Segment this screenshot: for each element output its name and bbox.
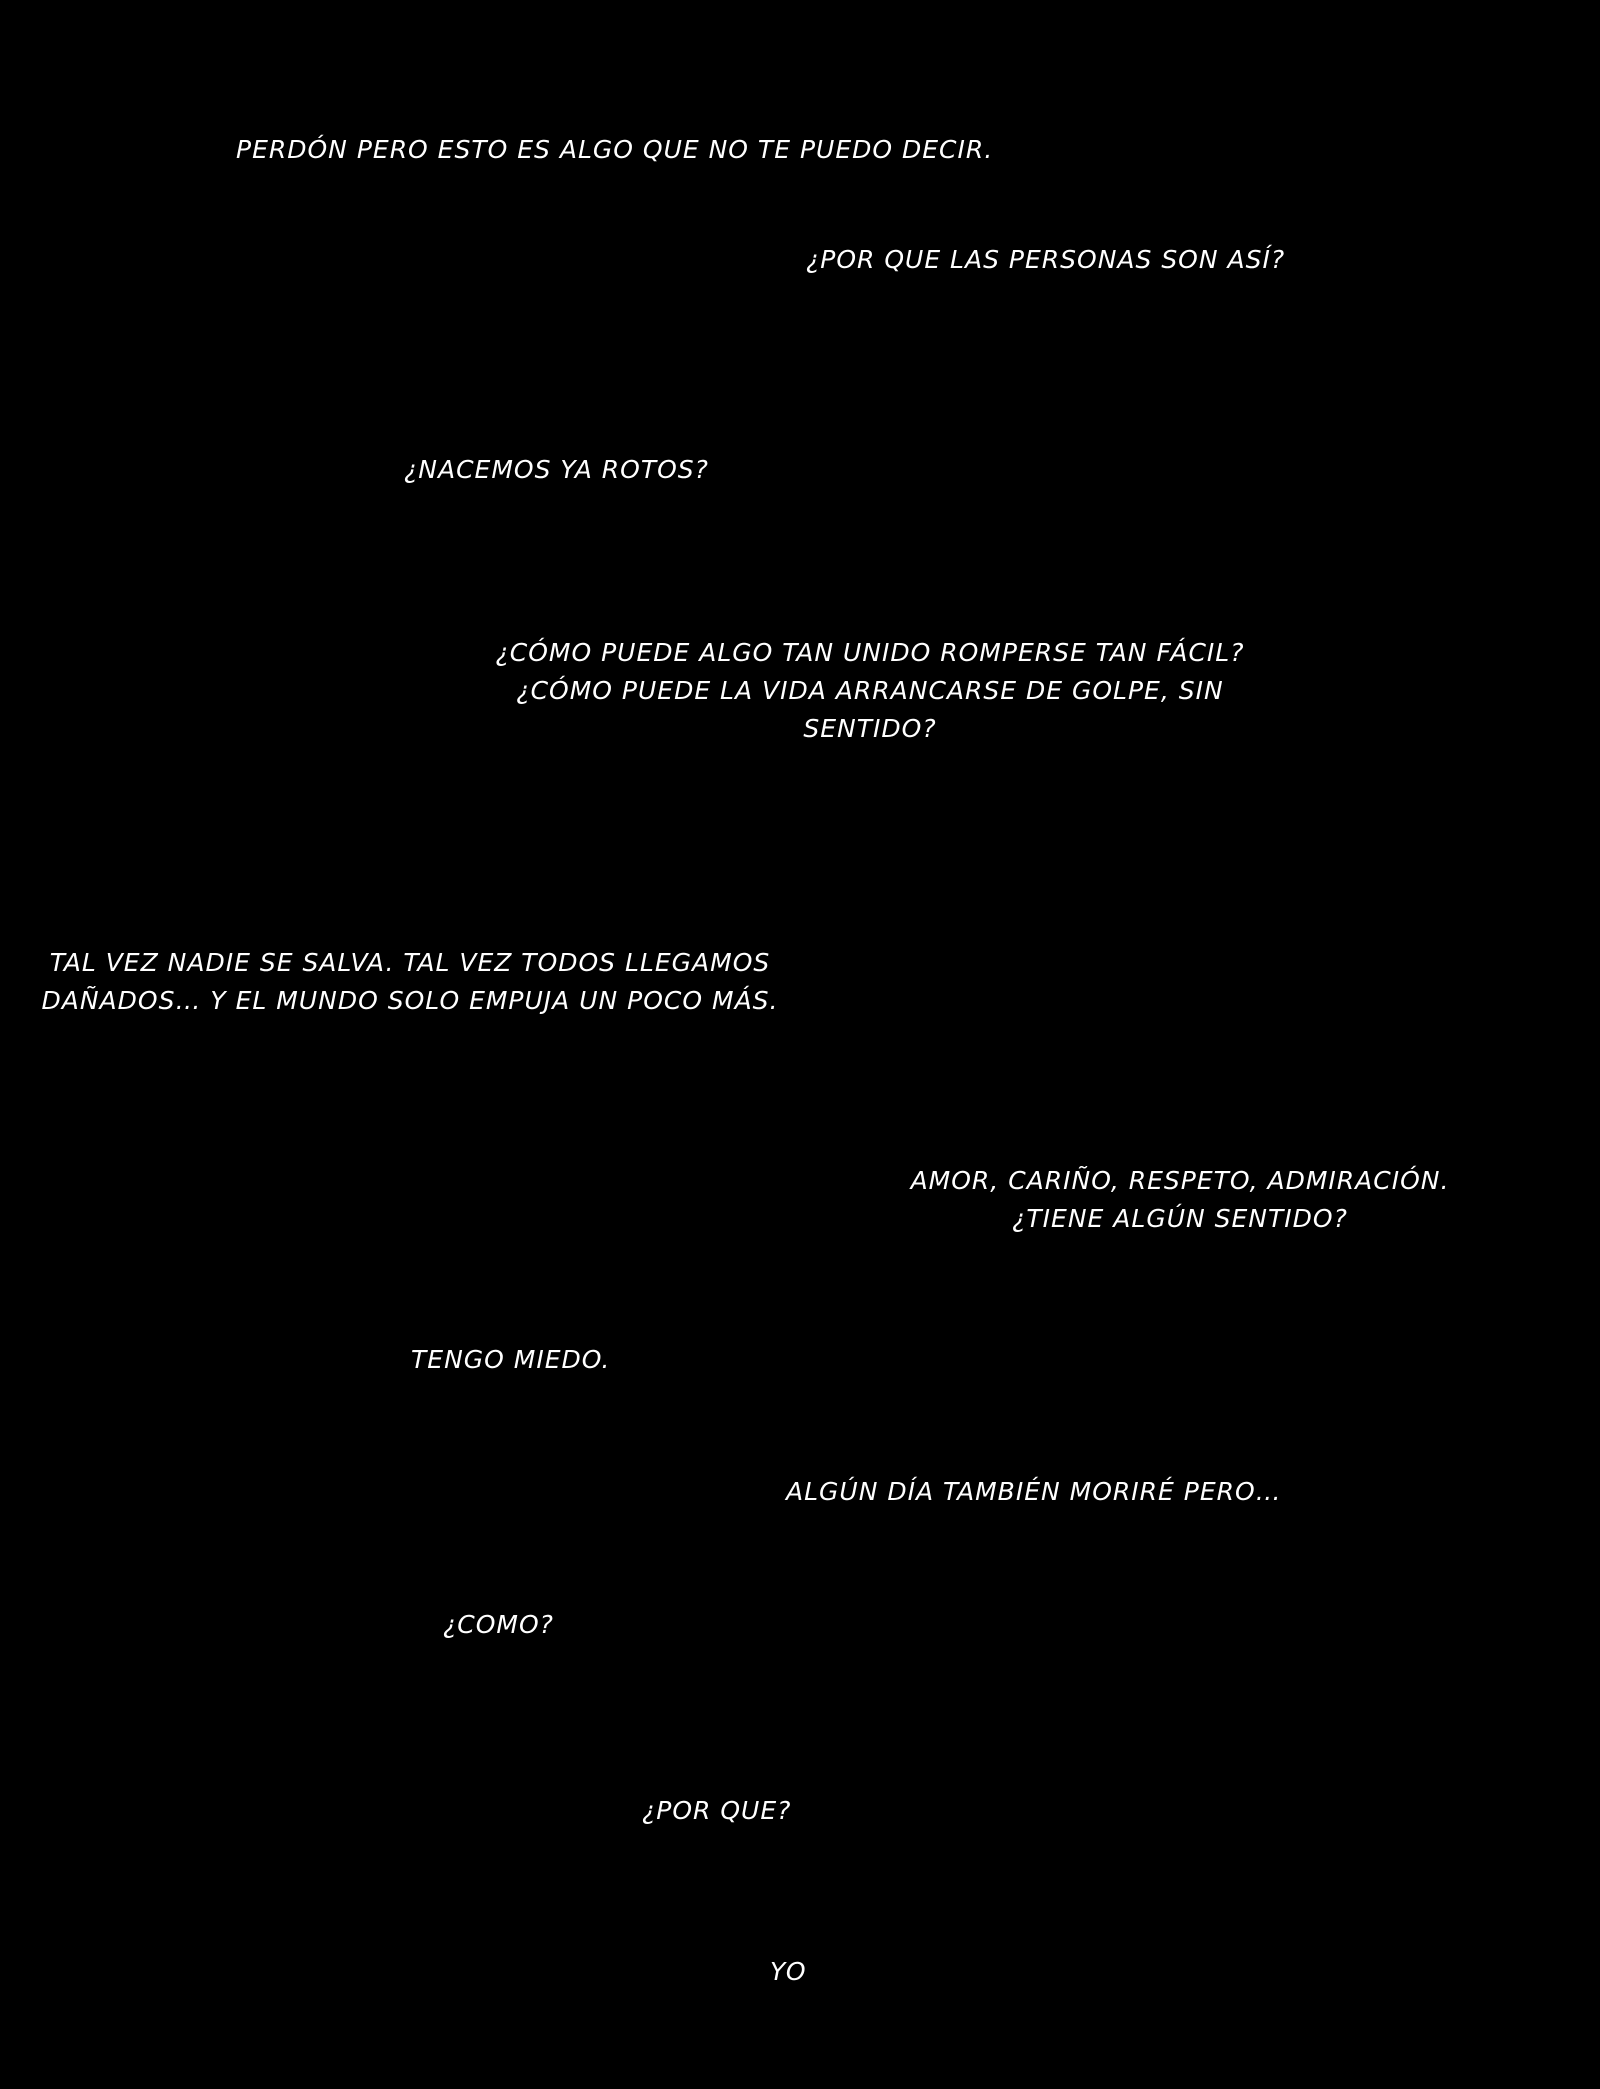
caption-apology (236, 131, 993, 169)
caption-how (443, 1606, 554, 1644)
caption-line: ¿POR QUE LAS PERSONAS SON ASÍ? (806, 245, 1286, 274)
caption-born-broken (404, 451, 709, 489)
caption-why-people (806, 241, 1285, 279)
caption-line: ¿NACEMOS YA ROTOS? (404, 455, 709, 484)
caption-how-can (440, 634, 1300, 748)
caption-line: ¿POR QUE? (642, 1796, 792, 1825)
caption-line: AMOR, CARIÑO, RESPETO, ADMIRACIÓN. (910, 1166, 1450, 1195)
caption-line: ALGÚN DÍA TAMBIÉN MORIRÉ PERO… (786, 1477, 1282, 1506)
caption-line: PERDÓN PERO ESTO ES ALGO QUE NO TE PUEDO DECIR. (236, 135, 994, 164)
caption-line: ¿CÓMO PUEDE LA VIDA ARRANCARSE DE GOLPE, SIN (516, 676, 1224, 705)
caption-love-meaning (880, 1162, 1480, 1238)
caption-nobody-saved (20, 944, 800, 1020)
caption-line: DAÑADOS… Y EL MUNDO SOLO EMPUJA UN POCO MÁS. (41, 986, 779, 1015)
caption-line: SENTIDO? (803, 714, 937, 743)
caption-me (770, 1953, 807, 1991)
caption-line: TAL VEZ NADIE SE SALVA. TAL VEZ TODOS LLEGAMOS (49, 948, 771, 977)
caption-fear (411, 1341, 610, 1379)
caption-line: TENGO MIEDO. (411, 1345, 611, 1374)
caption-line: ¿CÓMO PUEDE ALGO TAN UNIDO ROMPERSE TAN FÁCIL? (495, 638, 1245, 667)
caption-someday-die (786, 1473, 1282, 1511)
caption-line: ¿TIENE ALGÚN SENTIDO? (1012, 1204, 1348, 1233)
caption-line: ¿COMO? (443, 1610, 554, 1639)
caption-line: YO (770, 1957, 807, 1986)
caption-why (642, 1792, 791, 1830)
